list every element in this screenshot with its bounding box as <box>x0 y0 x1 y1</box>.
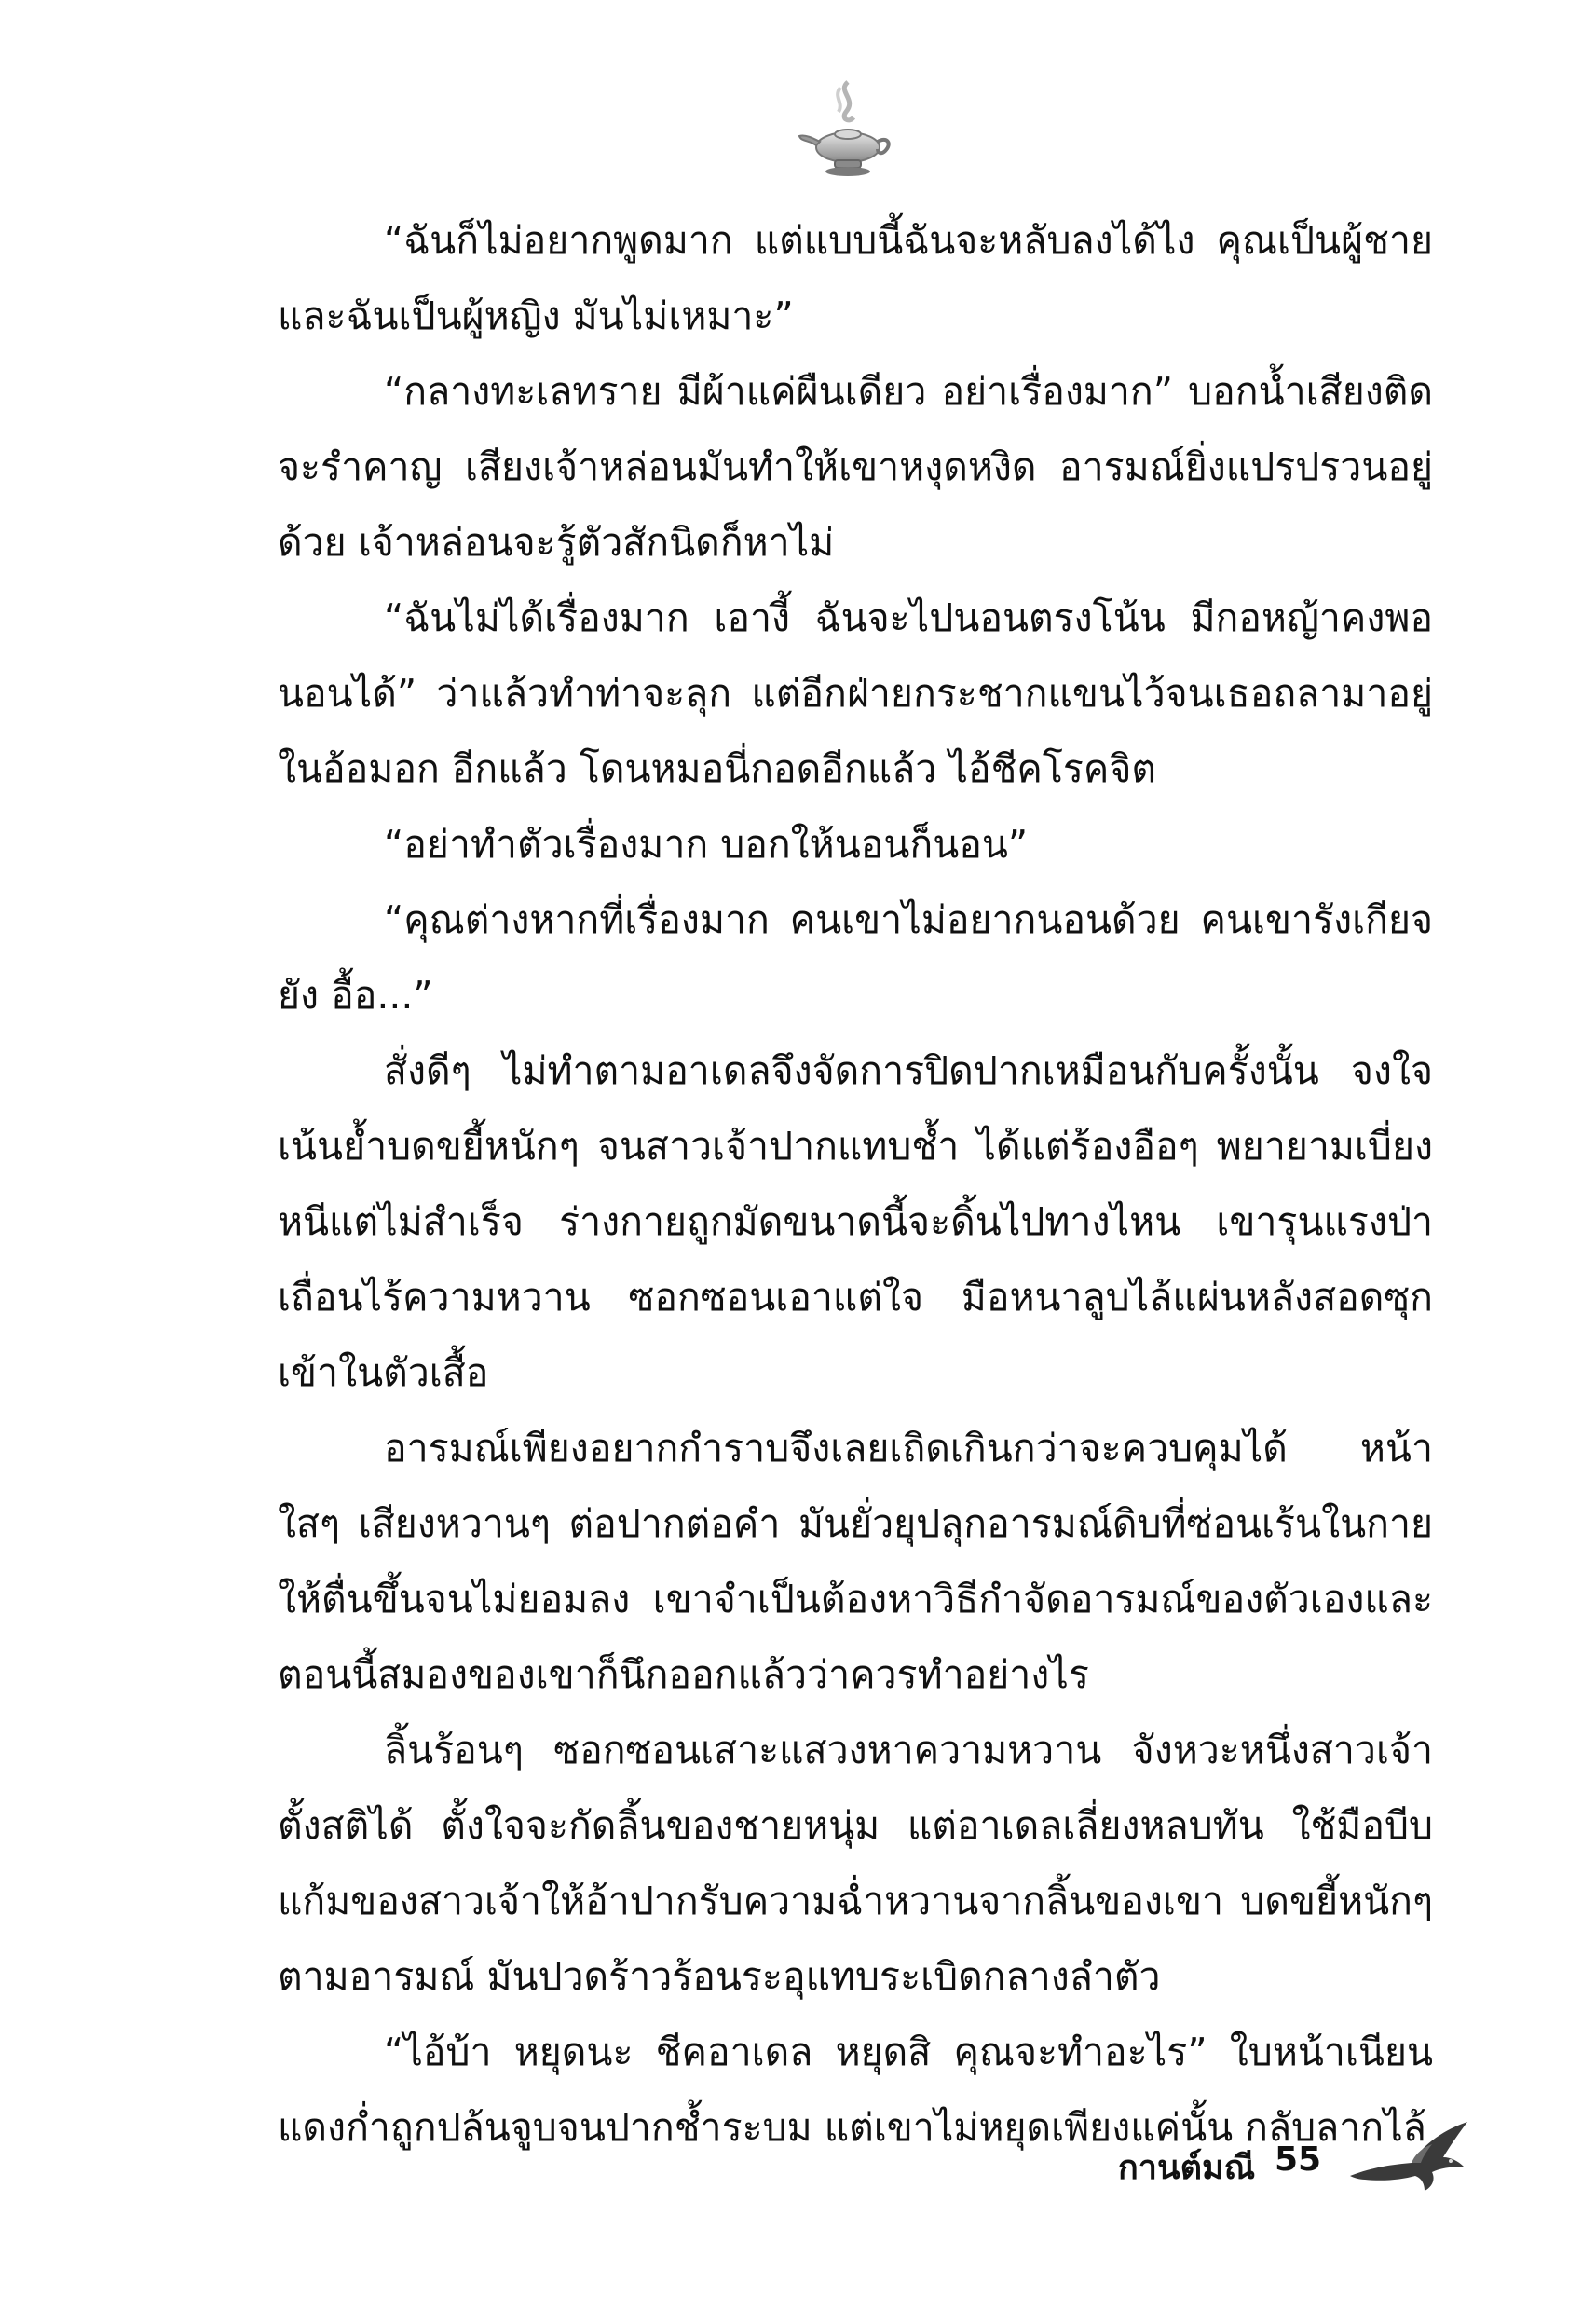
paragraph: สั่งดีๆ ไม่ทำตามอาเดลจึงจัดการปิดปากเหมือนกับครั้งนั้น จงใจเน้นย้ำบดขยี้หนักๆ จนสาวเจ้าปากแทบช้ำ ได้แต่ร้องอือๆ พยายามเบี่ยงหนีแต่ไม่สำเร็จ ร่างกายถูกมัดขนาดนี้จะดิ้นไปทางไหน เขารุนแรงป่าเถื่อนไร้ความหวาน ซอกซอนเอาแต่ใจ มือหนาลูบไล้แผ่นหลังสอดซุกเข้าในตัวเสื้อ <box>278 1048 1433 1395</box>
paragraph: “คุณต่างหากที่เรื่องมาก คนเขาไม่อยากนอนด้วย คนเขารังเกียจยัง อื้อ...” <box>278 897 1433 1018</box>
page-footer <box>1118 2120 1472 2204</box>
footer-title: กานต์มณี <box>1118 2149 1256 2187</box>
eagle-icon <box>1346 2120 1472 2195</box>
paragraph: “ฉันไม่ได้เรื่องมาก เอางี้ ฉันจะไปนอนตรงโน้น มีกอหญ้าคงพอนอนได้” ว่าแล้วทำท่าจะลุก แต่อีกฝ่ายกระชากแขนไว้จนเธอถลามาอยู่ในอ้อมอก อีกแล้ว โดนหมอนี่กอดอีกแล้ว ไอ้ชีคโรคจิต <box>278 595 1433 791</box>
header-lamp-icon <box>792 75 904 186</box>
body-text <box>278 203 1433 2166</box>
paragraph: “อย่าทำตัวเรื่องมาก บอกให้นอนก็นอน” <box>384 822 1029 867</box>
page-number: 55 <box>1275 2140 1322 2179</box>
paragraph: ลิ้นร้อนๆ ซอกซอนเสาะแสวงหาความหวาน จังหวะหนึ่งสาวเจ้าตั้งสติได้ ตั้งใจจะกัดลิ้นของชายหนุ่ม แต่อาเดลเลี่ยงหลบทัน ใช้มือบีบแก้มของสาวเจ้าให้อ้าปากรับความฉ่ำหวานจากลิ้นของเขา บดขยี้หนักๆ ตามอารมณ์ มันปวดร้าวร้อนระอุแทบระเบิดกลางลำตัว <box>278 1728 1433 1999</box>
paragraph: อารมณ์เพียงอยากกำราบจึงเลยเถิดเกินกว่าจะควบคุมได้ หน้าใสๆ เสียงหวานๆ ต่อปากต่อคำ มันยั่วยุปลุกอารมณ์ดิบที่ซ่อนเร้นในกายให้ตื่นขึ้นจนไม่ยอมลง เขาจำเป็นต้องหาวิธีกำจัดอารมณ์ของตัวเองและตอนนี้สมองของเขาก็นึกออกแล้วว่าควรทำอย่างไร <box>278 1426 1433 1697</box>
paragraph: “ไอ้บ้า หยุดนะ ชีคอาเดล หยุดสิ คุณจะทำอะไร” ใบหน้าเนียนแดงก่ำถูกปล้นจูบจนปากช้ำระบม แต่เขาไม่หยุดเพียงแค่นั้น กลับลากไล้ <box>278 2030 1433 2150</box>
paragraph: “กลางทะเลทราย มีผ้าแค่ผืนเดียว อย่าเรื่องมาก” บอกน้ำเสียงติดจะรำคาญ เสียงเจ้าหล่อนมันทำให้เขาหงุดหงิด อารมณ์ยิ่งแปรปรวนอยู่ด้วย เจ้าหล่อนจะรู้ตัวสักนิดก็หาไม่ <box>278 369 1433 565</box>
paragraph: “ฉันก็ไม่อยากพูดมาก แต่แบบนี้ฉันจะหลับลงได้ไง คุณเป็นผู้ชาย และฉันเป็นผู้หญิง มันไม่เหมาะ” <box>278 218 1433 338</box>
